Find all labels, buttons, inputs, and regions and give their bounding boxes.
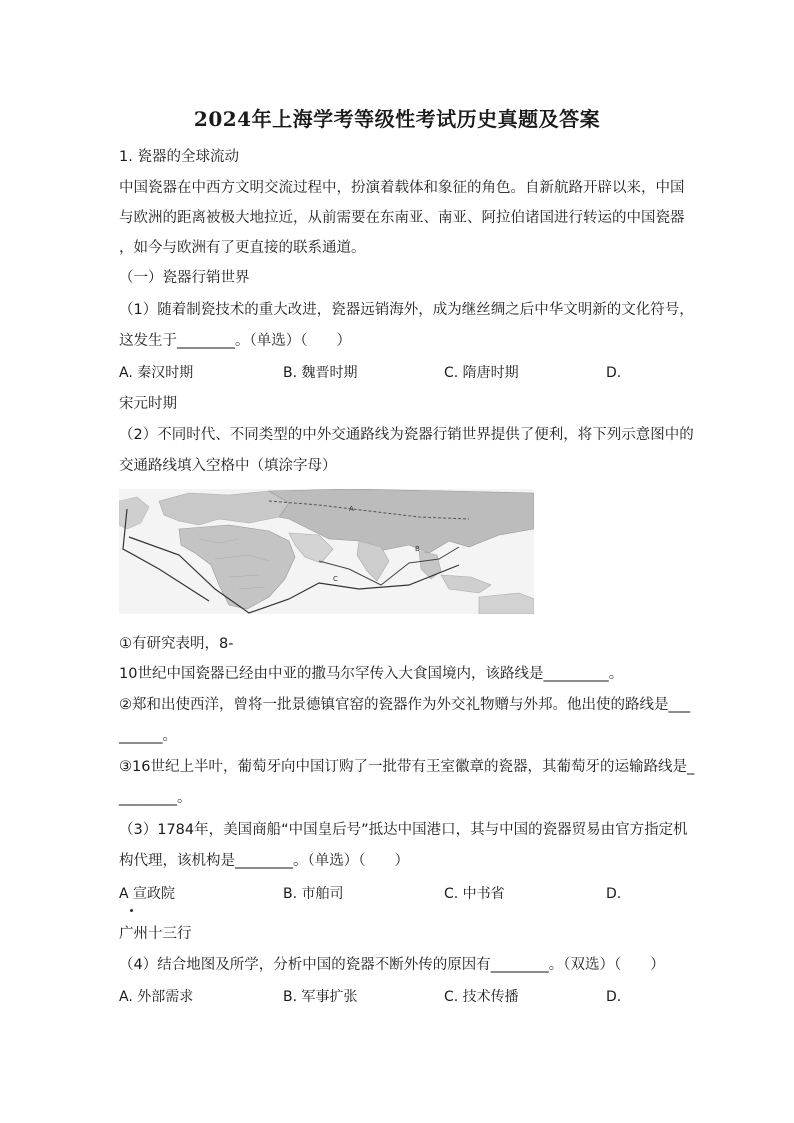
q3-option-d-text: 广州十三行 (119, 926, 192, 942)
route-label-b: B (415, 545, 420, 553)
intro-line-1: 中国瓷器在中西方文明交流过程中，扮演着载体和象征的角色。自新航路开辟以来，中国 (119, 180, 685, 196)
q2-line-1: （2）不同时代、不同类型的中外交通路线为瓷器行销世界提供了便利，将下列示意图中的 (119, 427, 694, 443)
section-heading: （一）瓷器行销世界 (119, 270, 250, 286)
route-label-c: C (333, 575, 338, 583)
q4-option-c: C. 技术传播 (444, 989, 519, 1005)
q1-line-1: （1）随着制瓷技术的重大改进，瓷器远销海外，成为继丝绸之后中华文明新的文化符号， (119, 302, 694, 318)
q3-option-a: A 宣政院 (119, 886, 176, 902)
q2-item-1a: ①有研究表明，8- (119, 636, 234, 652)
route-label-a: A (349, 505, 354, 513)
q1-line-2: 这发生于________。（单选）（ ） (119, 333, 351, 349)
q1-option-b: B. 魏晋时期 (283, 365, 358, 381)
q3-option-d: D. (606, 886, 622, 902)
map-svg (119, 489, 534, 614)
q2-item-1b: 10世纪中国瓷器已经由中亚的撒马尔罕传入大食国境内，该路线是_________。 (119, 666, 624, 682)
q3-option-b: B. 市舶司 (283, 886, 344, 902)
stray-dot (130, 909, 133, 912)
q1-option-c: C. 隋唐时期 (444, 365, 519, 381)
q2-line-2: 交通路线填入空格中（填涂字母） (119, 458, 337, 474)
question-heading: 1. 瓷器的全球流动 (119, 149, 239, 165)
q4-option-a: A. 外部需求 (119, 989, 194, 1005)
q3-line-1: （3）1784年，美国商船“中国皇后号”抵达中国港口，其与中国的瓷器贸易由官方指定机 (119, 822, 688, 838)
q4-option-d: D. (606, 989, 622, 1005)
q1-option-d: D. (606, 365, 622, 381)
q1-option-a: A. 秦汉时期 (119, 365, 194, 381)
q3-option-c: C. 中书省 (444, 886, 505, 902)
q2-item-2b: ______。 (119, 728, 177, 744)
page-title: 2024年上海学考等级性考试历史真题及答案 (193, 107, 601, 131)
intro-line-3: ，如今与欧洲有了更直接的联系通道。 (119, 240, 366, 256)
q1-option-d-text: 宋元时期 (119, 396, 177, 412)
q4-option-b: B. 军事扩张 (283, 989, 358, 1005)
q4-line: （4）结合地图及所学，分析中国的瓷器不断外传的原因有________。（双选）（ ） (119, 957, 665, 973)
q2-item-3a: ③16世纪上半叶，葡萄牙向中国订购了一批带有王室徽章的瓷器，其葡萄牙的运输路线是_ (119, 759, 695, 775)
q2-item-3b: ________。 (119, 790, 192, 806)
q2-item-2a: ②郑和出使西洋，曾将一批景德镇官窑的瓷器作为外交礼物赠与外邦。他出使的路线是___ (119, 697, 691, 713)
q3-line-2: 构代理，该机构是________。（单选）（ ） (119, 853, 409, 869)
trade-route-map (119, 489, 534, 614)
intro-line-2: 与欧洲的距离被极大地拉近，从前需要在东南亚、南亚、阿拉伯诸国进行转运的中国瓷器 (119, 210, 685, 226)
